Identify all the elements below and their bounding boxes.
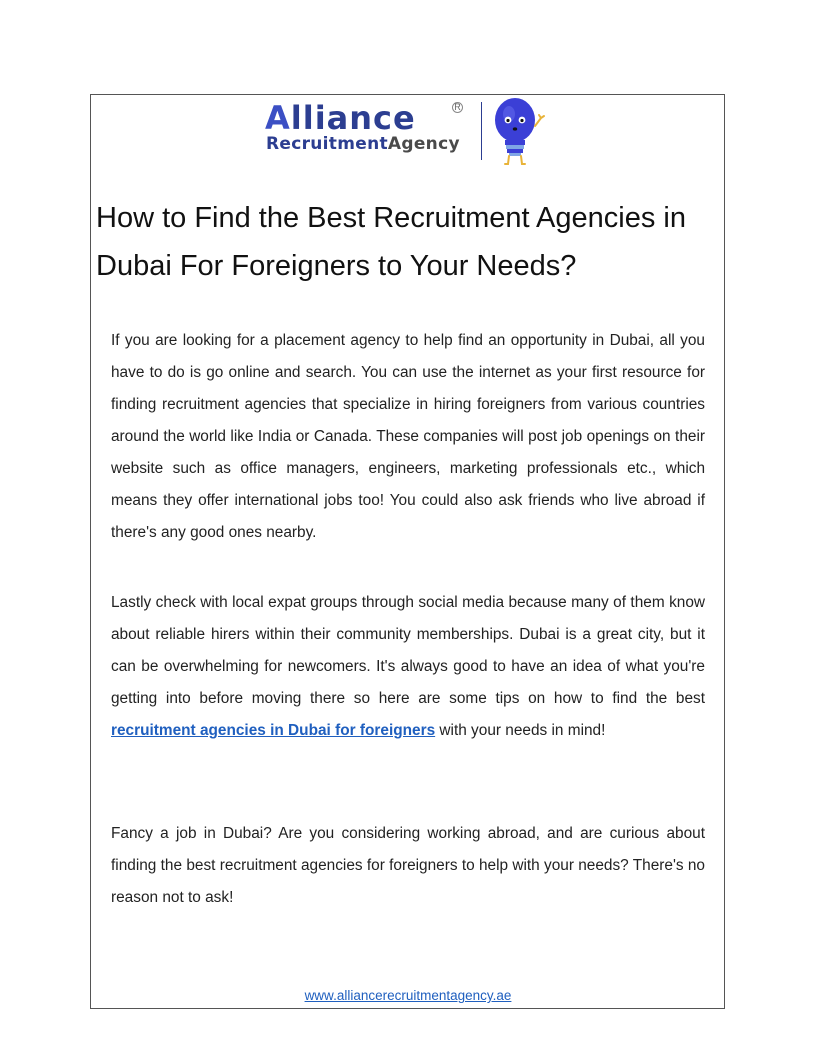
article-paragraph-3: Fancy a job in Dubai? Are you considering working abroad, and are curious about finding the best recruitment agencies for foreigners to help with your needs? There's no reason not to ask! — [111, 825, 705, 906]
logo-agency-word: Agency — [387, 134, 460, 154]
lightbulb-mascot-icon — [489, 96, 549, 168]
logo-wordmark-rest: lliance — [290, 99, 416, 137]
paragraph-2-text-before-link: Lastly check with local expat groups through social media because many of them know about reliable hirers within their community memberships. Dubai is a great city, but it can be overwhelming for newcomers. It's always good to have an idea of what you're getting into before moving there so here are some tips on how to find the best — [111, 594, 705, 707]
article-title: How to Find the Best Recruitment Agencies in Dubai For Foreigners to Your Needs? — [96, 202, 686, 282]
article-paragraph-2 — [111, 587, 705, 747]
registered-trademark-icon: R — [452, 102, 463, 113]
logo-divider — [481, 102, 482, 160]
paragraph-2-text-after-link: with your needs in mind! — [435, 722, 606, 739]
logo-first-letter: A — [265, 99, 291, 137]
logo-wordmark-alliance — [265, 100, 416, 136]
recruitment-agencies-link[interactable]: recruitment agencies in Dubai for foreigners — [111, 722, 436, 739]
logo-wordmark-recruitment-agency — [266, 134, 460, 154]
article-paragraph-1: If you are looking for a placement agency to help find an opportunity in Dubai, all you have to do is go online and search. You can use the internet as your first resource for finding recruitment agencies that specialize in hiring foreigners from various countries around the world like India or Canada. These companies will post job openings on their website such as office managers, engineers, marketing professionals etc., which means they offer international jobs too! You could also ask friends who live abroad if there's any good ones nearby. — [111, 332, 705, 541]
footer-website-link[interactable]: www.alliancerecruitmentagency.ae — [304, 988, 512, 1003]
logo-recruitment-word: Recruitment — [266, 134, 388, 154]
company-logo — [265, 96, 555, 168]
